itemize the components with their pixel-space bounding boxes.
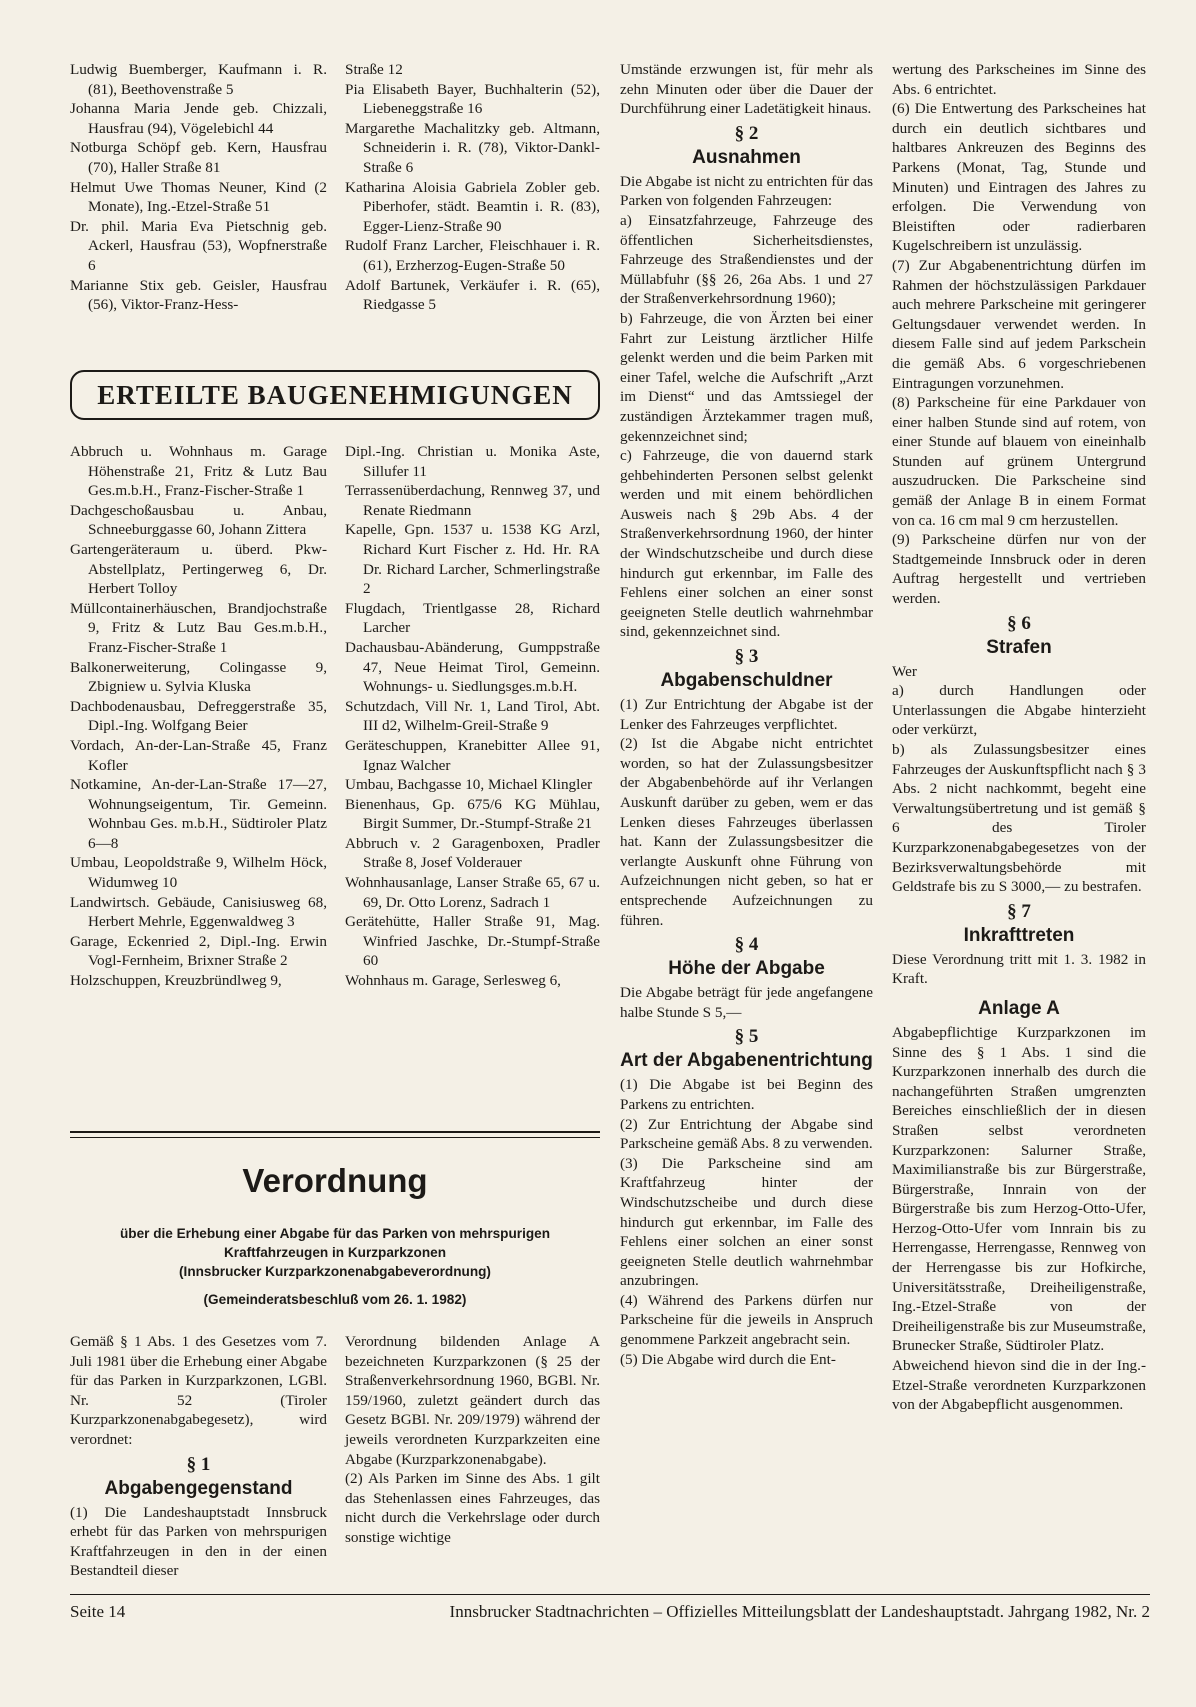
permit-entry: Umbau, Leopoldstraße 9, Wilhelm Höck, Widumweg 10 (70, 854, 327, 892)
section-number: § 6 (1007, 612, 1031, 634)
paragraph: b) als Zulassungsbesitzer eines Fahrzeuges der Auskunftspflicht nach § 3 Abs. 2 nicht nachkommt, begeht eine Verwaltungsübertretung und ist gemäß § 6 des Tiroler Kurzparkzonenabgabegesetzes von der Bezirksverwaltungsbehörde mit Geldstrafe bis zu S 3000,— zu bestrafen. (892, 741, 1146, 896)
paragraph: Die Abgabe beträgt für jede angefangene halbe Stunde S 5,— (620, 984, 873, 1021)
verordnung-col3 (620, 60, 873, 1369)
permit-entry: Kapelle, Gpn. 1537 u. 1538 KG Arzl, Richard Kurt Fischer z. Hd. Hr. RA Dr. Richard Larcher, Schmerlingstraße 2 (345, 521, 600, 598)
obituary-entry: Margarethe Machalitzky geb. Altmann, Schneiderin i. R. (78), Viktor-Dankl-Straße 6 (345, 119, 600, 176)
section-title: Art der Abgabenentrichtung (620, 1050, 873, 1072)
permit-entry: Müllcontainerhäuschen, Brandjochstraße 9, Fritz & Lutz Bau Ges.m.b.H., Franz-Fischer-Straße 1 (70, 599, 327, 656)
permit-entry: Vordach, An-der-Lan-Straße 45, Franz Kofler (70, 736, 327, 774)
permit-entry: Wohnhausanlage, Lanser Straße 65, 67 u. 69, Dr. Otto Lorenz, Sadrach 1 (345, 874, 600, 911)
section-number: § 7 (1007, 900, 1031, 922)
publication-name: Innsbrucker Stadtnachrichten – Offizielles Mitteilungsblatt der Landeshauptstadt. Jahrgang 1982, Nr. 2 (449, 1602, 1150, 1621)
obituary-entry: Marianne Stix geb. Geisler, Hausfrau (56), Viktor-Franz-Hess- (70, 276, 327, 314)
permit-entry: Wohnhaus m. Garage, Serlesweg 6, (345, 972, 561, 990)
section-number: § 5 (734, 1026, 759, 1048)
section-title: Ausnahmen (692, 146, 801, 168)
permits-col1 (70, 442, 327, 991)
permit-entry: Bienenhaus, Gp. 675/6 KG Mühlau, Birgit Summer, Dr.-Stumpf-Straße 21 (345, 795, 600, 833)
permit-entry: Landwirtsch. Gebäude, Canisiusweg 68, Herbert Mehrle, Eggenwaldweg 3 (70, 893, 327, 931)
building-permits-heading: ERTEILTE BAUGENEHMIGUNGEN (70, 370, 600, 420)
obituary-entry: Johanna Maria Jende geb. Chizzali, Hausfrau (94), Vögelebichl 44 (70, 100, 327, 137)
permit-entry: Abbruch u. Wohnhaus m. Garage Höhenstraße 21, Fritz & Lutz Bau Ges.m.b.H., Franz-Fischer-Straße 1 (70, 443, 327, 500)
page-number: Seite 14 (70, 1602, 126, 1621)
paragraph: b) Fahrzeuge, die von Ärzten bei einer Fahrt zur Leistung ärztlicher Hilfe gelenkt werden und die beim Parken mit einer Tafel, welche die Aufschrift „Arzt im Dienst“ und das Amtssiegel der zuständigen Ärztekammer tragen muß, gekennzeichnet sind; (620, 309, 873, 445)
permit-entry: Gartengeräteraum u. überd. Pkw-Abstellplatz, Pertingerweg 6, Dr. Herbert Tolloy (70, 540, 327, 598)
section-title: Höhe der Abgabe (668, 958, 825, 980)
section-title: Inkrafttreten (963, 924, 1075, 946)
permit-entry: Umbau, Bachgasse 10, Michael Klingler (345, 776, 593, 794)
permit-entry: Dachbodenausbau, Defreggerstraße 35, Dipl.-Ing. Wolfgang Beier (70, 697, 327, 735)
permits-col2 (345, 442, 600, 991)
permit-entry: Garage, Eckenried 2, Dipl.-Ing. Erwin Vogl-Fernheim, Brixner Straße 2 (70, 932, 327, 970)
paragraph: (1) Die Abgabe ist bei Beginn des Parkens zu entrichten. (620, 1076, 873, 1113)
paragraph: Die Abgabe ist nicht zu entrichten für das Parken von folgenden Fahrzeugen: (620, 172, 873, 210)
paragraph: (5) Die Abgabe wird durch die Ent- (620, 1350, 836, 1368)
section-number: § 3 (734, 646, 759, 668)
appendix-title: Anlage A (978, 997, 1060, 1019)
section-number: § 1 (186, 1453, 211, 1475)
paragraph: Abgabepflichtige Kurzparkzonen im Sinne des § 1 Abs. 1 sind die Kurzparkzonen innerhalb des durch die nachangeführten Straßen umgrenzten Bereiches einschließlich der in diesen Straßen selbst verordneten Kurzparkzonen: Salurner Straße, Maximilianstraße bis zur Bürgerstraße, Bürgerstraße, Innrain von der Bürgerstraße bis zum Herzog-Otto-Ufer, Herzog-Otto-Ufer vom Innrain bis zu Herrengasse, Herrengasse, Rennweg von der Herrengasse bis zur Hofkirche, Universitätsstraße, Dreiheiligenstraße, Ing.-Etzel-Straße von der Dreiheiligenstraße bis zur Museumstraße, Brunecker Straße, Südtiroler Platz. (892, 1023, 1146, 1355)
paragraph: (8) Parkscheine für eine Parkdauer von einer halben Stunde sind auf rotem, von einer Stunde auf blauem von eineinhalb Stunden auf grünem Untergrund auszudrucken. Die Parkscheine sind gemäß der Anlage B in einem Format von ca. 16 cm mal 9 cm herzustellen. (892, 394, 1146, 529)
permit-entry: Notkamine, An-der-Lan-Straße 17—27, Wohnungseigentum, Tir. Gemeinn. Wohnbau Ges. m.b.H., Südtiroler Platz 6—8 (70, 776, 327, 852)
obituary-entry: Notburga Schöpf geb. Kern, Hausfrau (70), Haller Straße 81 (70, 139, 327, 176)
permit-entry: Flugdach, Trientlgasse 28, Richard Larcher (345, 599, 600, 637)
permit-entry: Holzschuppen, Kreuzbründlweg 9, (70, 972, 282, 990)
verordnung-col1 (70, 1332, 327, 1581)
obituary-entry: Katharina Aloisia Gabriela Zobler geb. Piberhofer, städt. Beamtin i. R. (83), Egger-Lienz-Straße 90 (345, 178, 600, 235)
paragraph: (6) Die Entwertung des Parkscheines hat durch ein deutlich sichtbares und haltbares Ankreuzen des Beginns des Parkens (Monat, Tag, Stunde und Minuten) und Eintragen des Jahres zu erfolgen. Die Verwendung von Bleistiften oder radierbaren Kugelschreibern ist unzulässig. (892, 100, 1146, 255)
footer-rule (70, 1594, 1150, 1595)
paragraph: (2) Zur Entrichtung der Abgabe sind Parkscheine gemäß Abs. 8 zu verwenden. (620, 1115, 873, 1153)
obituary-entry: Dr. phil. Maria Eva Pietschnig geb. Ackerl, Hausfrau (53), Wopfnerstraße 6 (70, 217, 327, 274)
paragraph: Diese Verordnung tritt mit 1. 3. 1982 in Kraft. (892, 950, 1146, 988)
permit-entry: Terrassenüberdachung, Rennweg 37, und Renate Riedmann (345, 482, 600, 519)
paragraph: Wer (892, 662, 917, 680)
verordnung-col2 (345, 1332, 600, 1548)
section-number: § 4 (734, 934, 759, 956)
paragraph: wertung des Parkscheines im Sinne des Abs. 6 entrichtet. (892, 61, 1146, 98)
paragraph: (1) Die Landeshauptstadt Innsbruck erhebt für das Parken von mehrspurigen Kraftfahrzeugen in den in der einen Bestandteil dieser (70, 1503, 327, 1580)
permit-entry: Schutzdach, Vill Nr. 1, Land Tirol, Abt. III d2, Wilhelm-Greil-Straße 9 (345, 697, 600, 735)
paragraph: a) Einsatzfahrzeuge, Fahrzeuge des öffentlichen Sicherheitsdienstes, Fahrzeuge des Straßendienstes und der Müllabfuhr (§§ 26, 26a Abs. 1 und 27 der Straßenverkehrsordnung 1960); (620, 211, 873, 308)
permit-entry: Dachausbau-Abänderung, Gumppstraße 47, Neue Heimat Tirol, Gemeinn. Wohnungs- u. Siedlungsges.m.b.H. (345, 638, 600, 696)
obituary-entry: Adolf Bartunek, Verkäufer i. R. (65), Riedgasse 5 (345, 276, 600, 314)
verordnung-subtitle: über die Erhebung einer Abgabe für das Parken von mehrspurigen Kraftfahrzeugen in Kurzparkzonen (Innsbrucker Kurzparkzonenabgabeverordnung) (119, 1226, 551, 1279)
divider-rule (70, 1131, 600, 1133)
verordnung-col4 (892, 60, 1146, 1415)
obituary-entry: Pia Elisabeth Bayer, Buchhalterin (52), Liebeneggstraße 16 (345, 80, 600, 118)
paragraph: (3) Die Parkscheine sind am Kraftfahrzeug hinter der Windschutzscheibe und durch diese hindurch gut erkennbar, im Falle des Fehlens einer solchen an einer sonst geeigneten Stelle deutlich wahrnehmbar anzubringen. (620, 1154, 873, 1290)
permit-entry: Geräteschuppen, Kranebitter Allee 91, Ignaz Walcher (345, 736, 600, 774)
page-footer (70, 1602, 1150, 1622)
paragraph: Verordnung bildenden Anlage A bezeichneten Kurzparkzonen (§ 25 der Straßenverkehrsordnung 1960, BGBl. Nr. 159/1960, zuletzt geändert durch das Gesetz BGBl. Nr. 209/1979) während der jeweils verordneten Kurzparkzeiten eine Abgabe (Kurzparkzonenabgabe). (345, 1333, 600, 1468)
obituaries-col1 (70, 60, 327, 315)
paragraph: (4) Während des Parkens dürfen nur Parkscheine für die jeweils in Anspruch genommene Parkzeit angebracht sein. (620, 1291, 873, 1349)
obituaries-col2 (345, 60, 600, 315)
paragraph: (2) Als Parken im Sinne des Abs. 1 gilt das Stehenlassen eines Fahrzeuges, das nicht durch die Verkehrslage oder durch sonstige wichtige (345, 1470, 600, 1546)
section-title: Strafen (986, 636, 1052, 658)
divider-rule (70, 1137, 600, 1138)
intro-paragraph: Gemäß § 1 Abs. 1 des Gesetzes vom 7. Juli 1981 über die Erhebung einer Abgabe für das Parken in Kurzparkzonen, LGBl. Nr. 52 (Tiroler Kurzparkzonenabgabegesetz), wird verordnet: (70, 1333, 327, 1448)
permit-entry: Dipl.-Ing. Christian u. Monika Aste, Sillufer 11 (345, 443, 600, 480)
verordnung-date: (Gemeinderatsbeschluß vom 26. 1. 1982) (203, 1292, 467, 1307)
permit-entry: Dachgeschoßausbau u. Anbau, Schneeburggasse 60, Johann Zittera (70, 501, 327, 539)
section-title: Abgabenschuldner (660, 670, 833, 692)
paragraph: Umstände erzwungen ist, für mehr als zehn Minuten oder über die Dauer der Durchführung einer Ladetätigkeit hinaus. (620, 61, 873, 118)
paragraph: (2) Ist die Abgabe nicht entrichtet worden, so hat der Zulassungsbesitzer der Abgabenbehörde auf ihr Verlangen Auskunft darüber zu geben, wem er das Lenken dieses Fahrzeuges überlassen hat. Kann der Zulassungsbesitzer die verlangte Auskunft ohne Führung von Aufzeichnungen nicht geben, so hat er entsprechende Aufzeichnungen zu führen. (620, 735, 873, 929)
obituary-entry: Ludwig Buemberger, Kaufmann i. R. (81), Beethovenstraße 5 (70, 61, 327, 98)
permit-entry: Gerätehütte, Haller Straße 91, Mag. Winfried Jaschke, Dr.-Stumpf-Straße 60 (345, 913, 600, 970)
obituary-entry: Rudolf Franz Larcher, Fleischhauer i. R. (61), Erzherzog-Eugen-Straße 50 (345, 237, 600, 274)
permit-entry: Abbruch v. 2 Garagenboxen, Pradler Straße 8, Josef Volderauer (345, 834, 600, 872)
paragraph: (1) Zur Entrichtung der Abgabe ist der Lenker des Fahrzeuges verpflichtet. (620, 696, 873, 733)
permit-entry: Balkonerweiterung, Colingasse 9, Zbigniew u. Sylvia Kluska (70, 658, 327, 696)
obituary-entry: Helmut Uwe Thomas Neuner, Kind (2 Monate), Ing.-Etzel-Straße 51 (70, 178, 327, 216)
paragraph: a) durch Handlungen oder Unterlassungen die Abgabe hinterzieht oder verkürzt, (892, 682, 1146, 739)
obituary-entry: Straße 12 (345, 61, 403, 78)
paragraph: (7) Zur Abgabenentrichtung dürfen im Rahmen der höchstzulässigen Parkdauer auch mehrere Parkscheine mit geringerer Geltungsdauer verwendet werden. In diesem Falle sind auf jedem Parkschein die gemäß Abs. 6 vorgeschriebenen Eintragungen vorzunehmen. (892, 256, 1146, 392)
section-title: Abgabengegenstand (104, 1477, 293, 1499)
verordnung-title: Verordnung (242, 1162, 428, 1199)
paragraph: c) Fahrzeuge, die von dauernd stark gehbehinderten Personen selbst gelenkt werden und mit einem behördlichen Ausweis nach § 29b Abs. 4 der Straßenverkehrsordnung 1960, der hinter der Windschutzscheibe und durch diese hindurch gut erkennbar, im Falle des Fehlens einer solchen an einer sonst geeigneten Stelle deutlich wahrnehmbar sind, gekennzeichnet sind. (620, 447, 873, 641)
paragraph: Abweichend hievon sind die in der Ing.-Etzel-Straße verordneten Kurzparkzonen von der Abgabepflicht ausgenommen. (892, 1357, 1146, 1414)
paragraph: (9) Parkscheine dürfen nur von der Stadtgemeinde Innsbruck oder in deren Auftrag hergestellt und vertrieben werden. (892, 531, 1146, 608)
section-number: § 2 (734, 122, 759, 144)
